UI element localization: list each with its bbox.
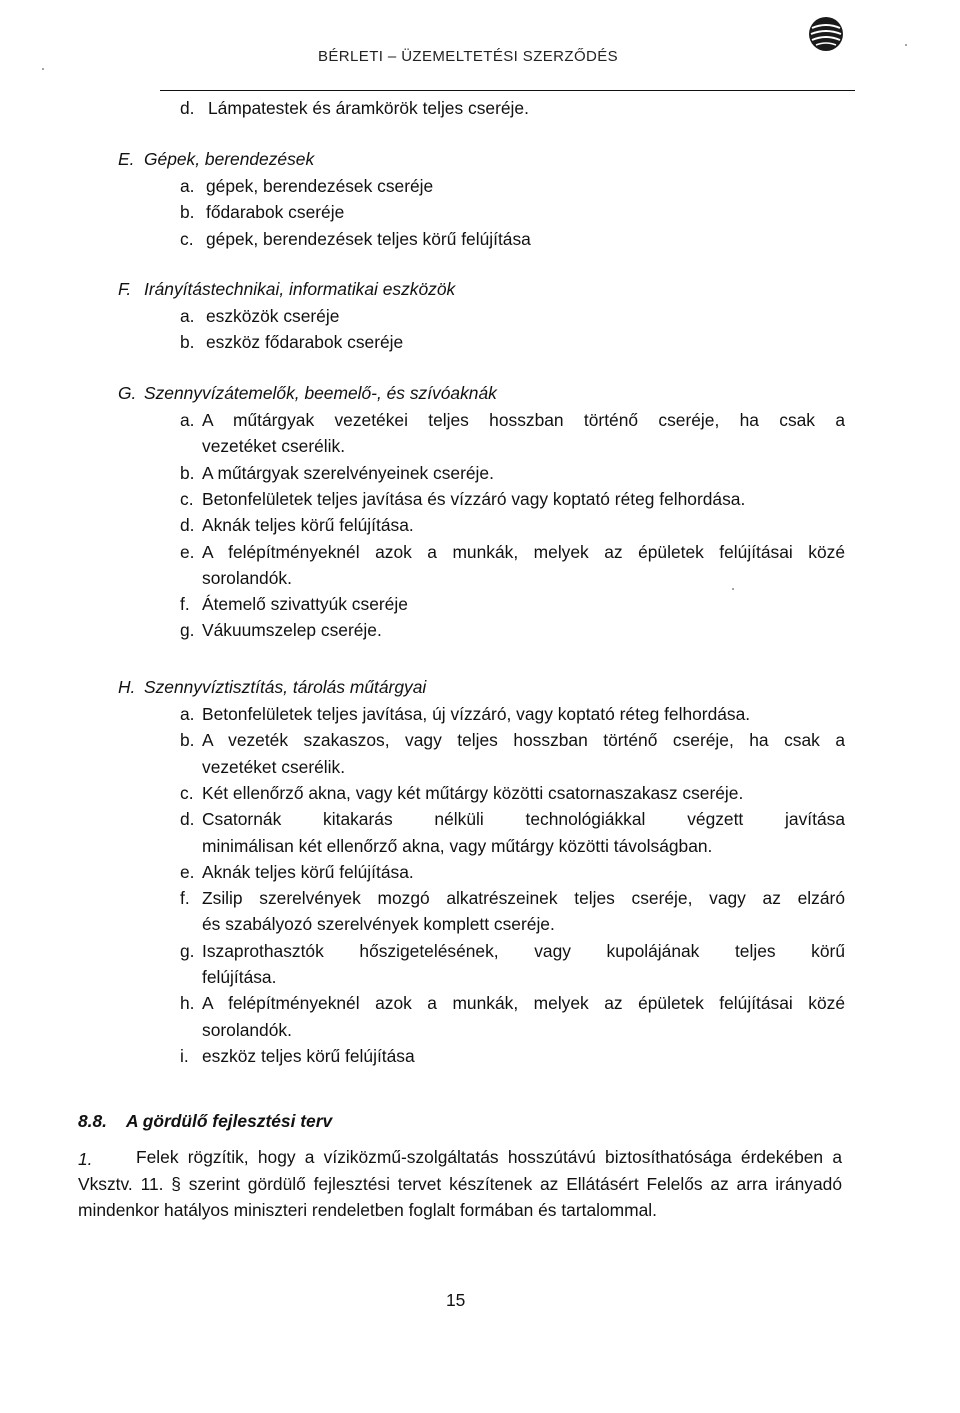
list-item-marker: a.: [180, 410, 195, 430]
list-item-marker: b.: [180, 730, 195, 751]
subsection-title: A gördülő fejlesztési terv: [126, 1111, 333, 1131]
list-item-text: A műtárgyak vezetékei teljes hosszban történő cseréje, ha csak a: [202, 410, 845, 430]
list-item-text: eszközök cseréje: [206, 306, 340, 326]
list-item-marker: f.: [180, 594, 190, 615]
list-item-marker: a.: [180, 306, 195, 326]
list-item-text: minimálisan két ellenőrző akna, vagy műtárgy közötti távolságban.: [202, 835, 713, 856]
section-title: Gépek, berendezések: [144, 149, 315, 169]
paragraph-marker: 1.: [78, 1149, 93, 1169]
list-item-marker: g.: [180, 620, 195, 641]
scan-speck: [905, 44, 907, 46]
section-title: Szennyvízátemelők, beemelő-, és szívóaknák: [144, 383, 497, 403]
section-marker: E.: [118, 149, 135, 169]
list-item-text: fődarabok cseréje: [206, 202, 345, 223]
section-marker: G.: [118, 383, 137, 403]
list-item-text: gépek, berendezések cseréje: [206, 176, 434, 196]
list-item-marker: e.: [180, 541, 195, 562]
subsection-number: 8.8.: [78, 1111, 108, 1131]
list-item-marker: c.: [180, 488, 194, 509]
list-item-text: Aknák teljes körű felújítása.: [202, 515, 414, 536]
list-item-text: A műtárgyak szerelvényeinek cseréje.: [202, 462, 494, 483]
list-item-text: Lámpatestek és áramkörök teljes cseréje.: [208, 98, 529, 118]
list-item-text: sorolandók.: [202, 1019, 292, 1040]
list-item-text: Vákuumszelep cseréje.: [202, 620, 382, 641]
list-item-marker: f.: [180, 888, 190, 909]
list-item-text: Zsilip szerelvények mozgó alkatrészeinek teljes cseréje, vagy az elzáró: [202, 888, 845, 909]
list-item-marker: b.: [180, 202, 195, 223]
paragraph-text: Felek rögzítik, hogy a víziközmű-szolgáltatás hosszútávú biztosíthatósága érdekében a Vksztv. 11. § szerint gördülő fejlesztési tervet készítenek az Ellátásért Felelős az arra irányadó mindenkor hatályos miniszteri rendeletben foglalt formában és tartalommal.: [78, 1147, 842, 1220]
list-item-text: Aknák teljes körű felújítása.: [202, 861, 414, 882]
section-marker: F.: [118, 279, 132, 299]
list-item-marker: i.: [180, 1045, 189, 1066]
list-item-marker: e.: [180, 861, 195, 882]
list-item-text: Iszaprothasztók hőszigetelésének, vagy kupolájának teljes körű: [202, 940, 845, 961]
list-item-marker: d.: [180, 515, 195, 536]
header-divider: [160, 90, 855, 91]
list-item-text: sorolandók.: [202, 567, 292, 588]
list-item-marker: a.: [180, 176, 195, 196]
list-item-marker: b.: [180, 462, 195, 483]
list-item-text: felújítása.: [202, 967, 277, 987]
scan-speck: [42, 68, 44, 70]
list-item-marker: d.: [180, 98, 195, 118]
section-title: Szennyvíztisztítás, tárolás műtárgyai: [144, 677, 427, 697]
list-item-text: A felépítményeknél azok a munkák, melyek az épületek felújításai közé: [202, 993, 845, 1014]
list-item-marker: d.: [180, 809, 195, 830]
list-item-text: A felépítményeknél azok a munkák, melyek az épületek felújításai közé: [202, 541, 845, 562]
list-item-text: Betonfelületek teljes javítása és vízzáró vagy koptató réteg felhordása.: [202, 488, 746, 509]
list-item-marker: h.: [180, 993, 195, 1014]
list-item-text: Betonfelületek teljes javítása, új vízzáró, vagy koptató réteg felhordása.: [202, 704, 751, 724]
list-item-marker: g.: [180, 940, 195, 961]
list-item-text: gépek, berendezések teljes körű felújítása: [206, 228, 531, 249]
list-item-text: vezetéket cserélik.: [202, 756, 346, 777]
list-item-text: vezetéket cserélik.: [202, 436, 346, 457]
company-logo-icon: [806, 14, 846, 54]
document-header-title: BÉRLETI – ÜZEMELTETÉSI SZERZŐDÉS: [318, 48, 619, 65]
list-item-marker: b.: [180, 332, 195, 353]
list-item-text: eszköz fődarabok cseréje: [206, 332, 404, 353]
page-number: 15: [446, 1290, 466, 1310]
list-item-marker: a.: [180, 704, 195, 724]
list-item-text: és szabályozó szerelvények komplett cseréje.: [202, 914, 555, 935]
list-item-text: Két ellenőrző akna, vagy két műtárgy közötti csatornaszakasz cseréje.: [202, 782, 744, 803]
list-item-text: Átemelő szivattyúk cseréje: [202, 594, 408, 615]
list-item-text: eszköz teljes körű felújítása: [202, 1045, 415, 1066]
scan-speck: [732, 588, 734, 590]
section-title: Irányítástechnikai, informatikai eszközök: [144, 279, 456, 299]
list-item-marker: c.: [180, 228, 194, 249]
list-item-marker: c.: [180, 782, 194, 803]
section-marker: H.: [118, 677, 136, 697]
list-item-text: A vezeték szakaszos, vagy teljes hosszban történő cseréje, ha csak a: [202, 730, 845, 751]
list-item-text: Csatornák kitakarás nélküli technológiákkal végzett javítása: [202, 809, 845, 830]
